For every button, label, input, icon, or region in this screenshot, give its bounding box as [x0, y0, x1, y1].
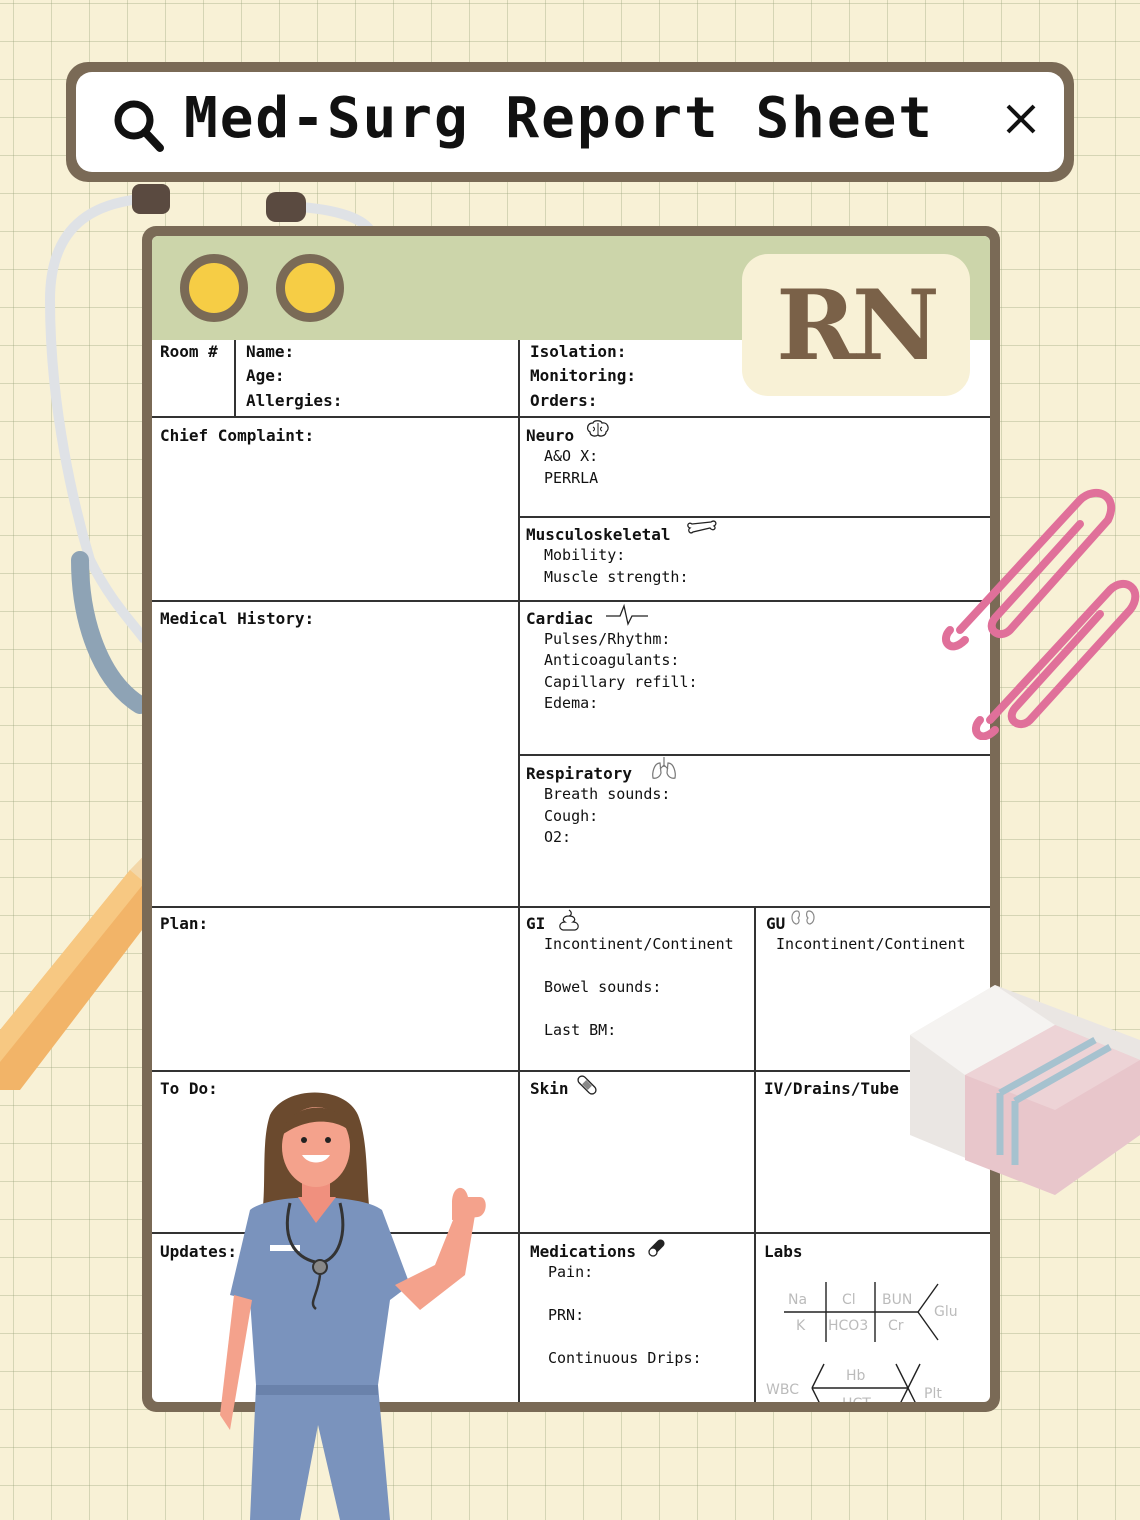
neuro-item: A&O X: — [544, 447, 599, 465]
age-label: Age: — [246, 366, 285, 385]
cardiac-item: Capillary refill: — [544, 673, 698, 691]
lab-plt: Plt — [924, 1386, 942, 1402]
lab-cr: Cr — [888, 1318, 904, 1334]
cardiac-label: Cardiac — [526, 609, 594, 628]
search-icon — [112, 98, 166, 154]
musculoskeletal-label: Musculoskeletal — [526, 525, 671, 544]
nurse-illustration — [190, 1085, 500, 1520]
lab-fishbone-diagram — [764, 1264, 988, 1412]
medications-item: Continuous Drips: — [548, 1349, 702, 1367]
medical-history-label: Medical History: — [160, 609, 315, 628]
skin-label: Skin — [530, 1079, 569, 1098]
isolation-label: Isolation: — [530, 342, 627, 361]
neuro-label: Neuro — [526, 426, 575, 445]
search-bar — [66, 62, 1074, 182]
eraser-illustration — [905, 985, 1140, 1245]
gu-item: Incontinent/Continent — [776, 935, 966, 953]
medications-item: PRN: — [548, 1306, 585, 1324]
heartbeat-icon — [606, 602, 648, 626]
musculoskeletal-item: Muscle strength: — [544, 568, 689, 586]
allergies-label: Allergies: — [246, 391, 343, 410]
lab-hct: HCT — [842, 1396, 871, 1412]
updates-label: Updates: — [160, 1242, 238, 1261]
name-label: Name: — [246, 342, 295, 361]
plan-label: Plan: — [160, 914, 209, 933]
musculoskeletal-item: Mobility: — [544, 546, 626, 564]
respiratory-item: O2: — [544, 828, 572, 846]
respiratory-item: Cough: — [544, 807, 599, 825]
pill-icon — [646, 1236, 668, 1258]
page-title: Med-Surg Report Sheet — [184, 86, 935, 151]
chief-complaint-label: Chief Complaint: — [160, 426, 315, 445]
iv-drains-tube-label: IV/Drains/Tube — [764, 1079, 899, 1098]
room-label: Room # — [160, 342, 218, 361]
bandage-icon — [574, 1072, 600, 1098]
lab-cl: Cl — [842, 1292, 856, 1308]
rn-badge: RN — [742, 254, 970, 396]
monitoring-label: Monitoring: — [530, 366, 636, 385]
cardiac-item: Anticoagulants: — [544, 651, 680, 669]
gi-item: Last BM: — [544, 1021, 617, 1039]
orders-label: Orders: — [530, 391, 598, 410]
lab-hco3: HCO3 — [828, 1318, 869, 1334]
gu-label: GU — [766, 914, 786, 933]
lab-na: Na — [788, 1292, 808, 1308]
bone-icon — [686, 519, 718, 539]
respiratory-item: Breath sounds: — [544, 785, 671, 803]
lab-wbc: WBC — [766, 1382, 799, 1398]
search-bar-inner — [76, 72, 1064, 172]
brain-icon — [586, 420, 610, 440]
gi-item: Bowel sounds: — [544, 978, 662, 996]
lungs-icon — [650, 755, 678, 781]
paperclip-illustration — [930, 480, 1140, 740]
decor-dot-right — [276, 254, 344, 322]
close-icon[interactable] — [1004, 102, 1038, 136]
labs-label: Labs — [764, 1242, 803, 1261]
to-do-label: To Do: — [160, 1079, 218, 1098]
respiratory-label: Respiratory — [526, 764, 632, 783]
lab-glu: Glu — [934, 1304, 958, 1320]
cardiac-item: Pulses/Rhythm: — [544, 630, 671, 648]
decor-dot-left — [180, 254, 248, 322]
cardiac-item: Edema: — [544, 694, 599, 712]
gi-icon — [556, 908, 582, 932]
lab-hb: Hb — [846, 1368, 866, 1384]
medications-item: Pain: — [548, 1263, 594, 1281]
gi-item: Incontinent/Continent — [544, 935, 734, 953]
gi-label: GI — [526, 914, 546, 933]
lab-k: K — [796, 1318, 806, 1334]
lab-bun: BUN — [882, 1292, 913, 1308]
medications-label: Medications — [530, 1242, 636, 1261]
kidneys-icon — [788, 908, 818, 928]
neuro-item: PERRLA — [544, 469, 599, 487]
